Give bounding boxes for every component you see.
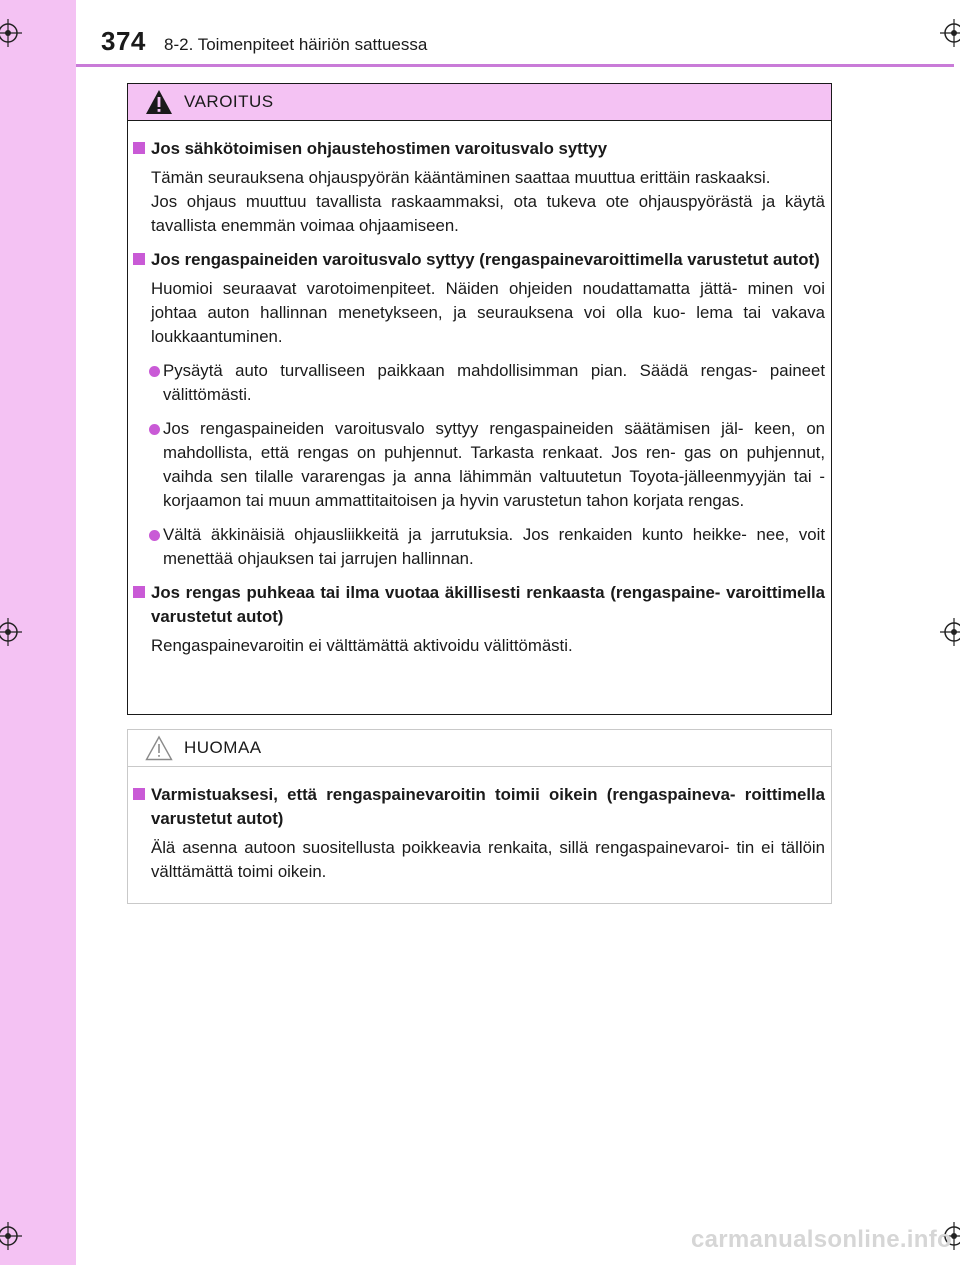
warning-heading-tire-pressure-light: Jos rengaspaineiden varoitusvalo syttyy (rengaspainevaroittimella varustetut autot) bbox=[133, 248, 825, 272]
notice-text: Älä asenna autoon suositellusta poikkeavia renkaita, sillä rengaspainevaroi- tin ei tällöin välttämättä toimi oikein. bbox=[151, 838, 825, 881]
notice-label: HUOMAA bbox=[184, 738, 262, 757]
heading-square-icon bbox=[133, 586, 145, 598]
bullet-item: Pysäytä auto turvalliseen paikkaan mahdollisimman pian. Säädä rengas- paineet välittömästi. bbox=[133, 359, 825, 407]
warning-content bbox=[128, 121, 831, 658]
warning-box bbox=[127, 83, 832, 715]
registration-mark-icon bbox=[940, 19, 960, 47]
bullet-dot-icon bbox=[149, 424, 160, 435]
bullet-item: Jos rengaspaineiden varoitusvalo syttyy rengaspaineiden säätämisen jäl- keen, on mahdollista, että rengas on puhjennut. Tarkasta renkaat. Jos ren- gas on puhjennut, vaihda sen tilalle vararengas ja anna lähimmän valtuutetun Toyota-jälleenmyyjän tai -korjaamon tai muun ammattitaitoisen ja hyvin varustetun tahon korjata rengas. bbox=[133, 417, 825, 513]
warning-header bbox=[128, 84, 831, 121]
header-rule bbox=[76, 64, 954, 67]
warning-heading-tire-puncture: Jos rengas puhkeaa tai ilma vuotaa äkillisesti renkaasta (rengaspaine- varoittimella varustetut autot) bbox=[133, 581, 825, 629]
registration-mark-icon bbox=[0, 618, 22, 646]
registration-mark-icon bbox=[0, 19, 22, 47]
warning-label: VAROITUS bbox=[184, 92, 274, 111]
warning-text-tire-pressure-light: Huomioi seuraavat varotoimenpiteet. Näiden ohjeiden noudattamatta jättä- minen voi johtaa auton hallinnan menetykseen, ja seurauksena voi olla kuo- lema tai vakava loukkaantuminen. bbox=[151, 279, 825, 346]
warning-triangle-icon bbox=[145, 89, 173, 115]
section-title: 8-2. Toimenpiteet häiriön sattuessa bbox=[164, 35, 428, 54]
heading-square-icon bbox=[133, 253, 145, 265]
registration-mark-icon bbox=[940, 618, 960, 646]
notice-content bbox=[128, 767, 831, 884]
warning-text-tire-puncture: Rengaspainevaroitin ei välttämättä aktivoidu välittömästi. bbox=[151, 636, 573, 655]
warning-text-power-steering: Tämän seurauksena ohjauspyörän kääntäminen saattaa muuttua erittäin raskaaksi. Jos ohjaus muuttuu tavallista raskaammaksi, ota tukeva ote ohjauspyörästä ja käytä tavallista enemmän voimaa ohjaamiseen. bbox=[151, 168, 825, 235]
page-number: 374 bbox=[101, 26, 146, 56]
heading-square-icon bbox=[133, 788, 145, 800]
registration-mark-icon bbox=[0, 1222, 22, 1250]
notice-header bbox=[128, 730, 831, 767]
notice-heading: Varmistuaksesi, että rengaspainevaroitin toimii oikein (rengaspaineva- roittimella varustetut autot) bbox=[133, 783, 825, 831]
heading-square-icon bbox=[133, 142, 145, 154]
notice-box bbox=[127, 729, 832, 904]
bullet-dot-icon bbox=[149, 530, 160, 541]
watermark: carmanualsonline.info bbox=[690, 1226, 952, 1253]
bullet-item: Vältä äkkinäisiä ohjausliikkeitä ja jarrutuksia. Jos renkaiden kunto heikke- nee, voit menettää ohjauksen tai jarrujen hallinnan. bbox=[133, 523, 825, 571]
bullet-dot-icon bbox=[149, 366, 160, 377]
warning-heading-power-steering: Jos sähkötoimisen ohjaustehostimen varoitusvalo syttyy bbox=[133, 137, 825, 161]
caution-triangle-icon bbox=[145, 735, 173, 761]
